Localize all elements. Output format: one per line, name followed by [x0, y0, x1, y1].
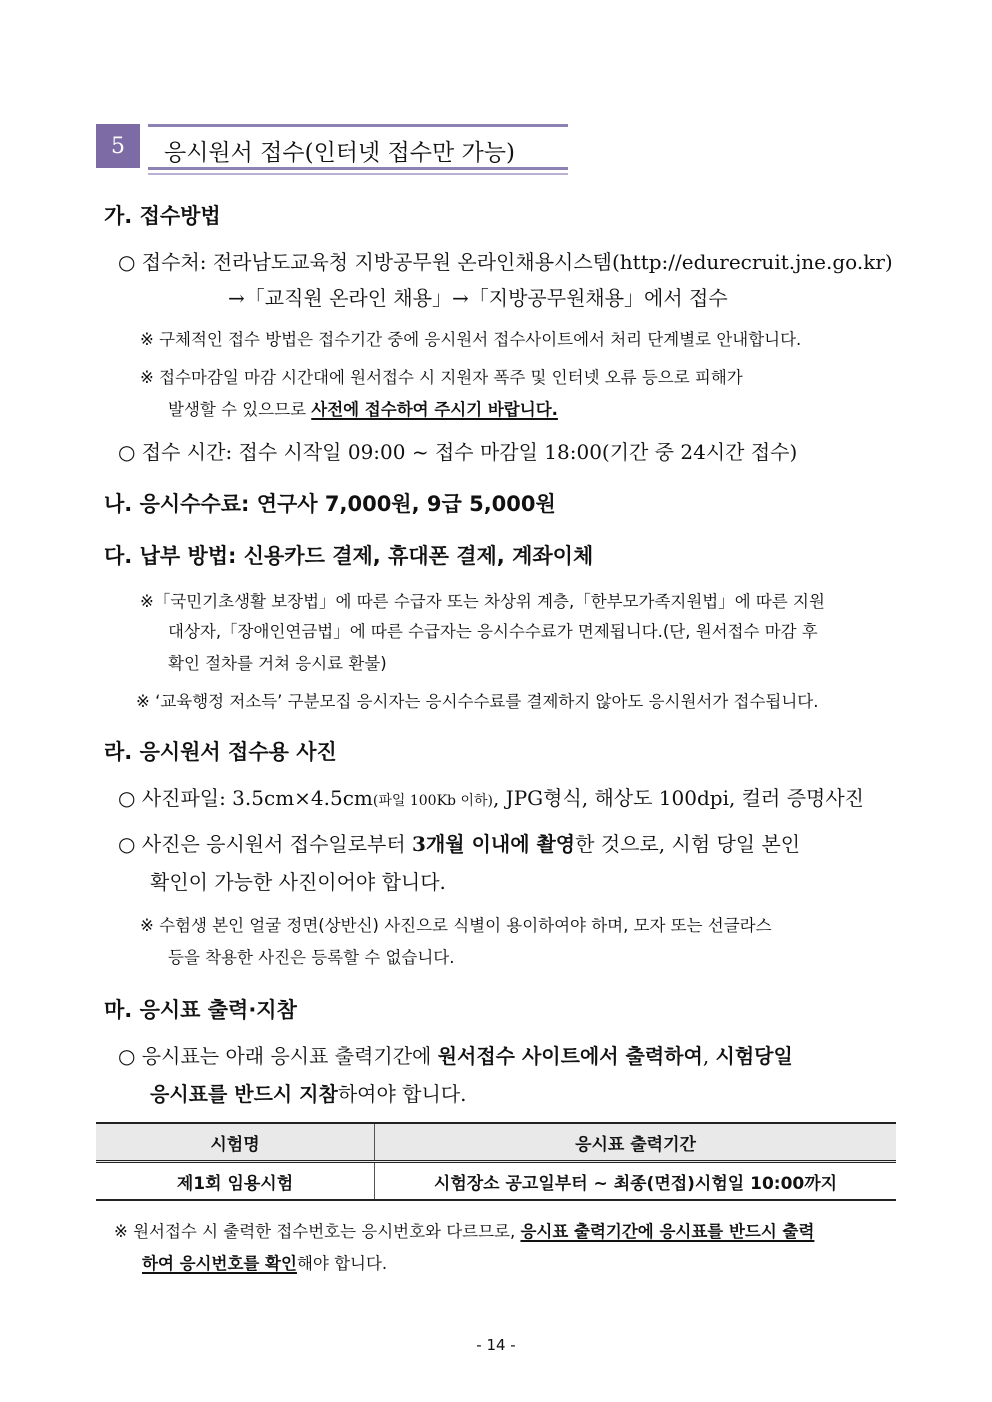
ma-bullet1-line1 [118, 1040, 793, 1069]
section-title-box [148, 124, 568, 170]
ma-bullet1-line2-emphasis: 응시표를 반드시 지참 [150, 1082, 338, 1106]
ga-note1: ※ 구체적인 접수 방법은 접수기간 중에 응시원서 접수사이트에서 처리 단계별로 안내합니다. [140, 330, 802, 349]
heading-na: 나. 응시수수료: 연구사 7,000원, 9급 5,000원 [104, 492, 556, 516]
ra-bullet2-part-a: ○ 사진은 응시원서 접수일로부터 [118, 832, 413, 856]
ma-note-part-a: ※ 원서접수 시 출력한 접수번호는 응시번호와 다르므로, [114, 1222, 521, 1241]
ma-note-line2-emphasis: 하여 응시번호를 확인 [142, 1254, 297, 1273]
table-header-print-period: 응시표 출력기간 [375, 1123, 897, 1162]
ma-bullet1-line2 [150, 1078, 466, 1107]
table-row [96, 1162, 896, 1201]
ma-bullet1-emphasis2: 시험당일 [715, 1044, 793, 1068]
table-header-row [96, 1123, 896, 1162]
ra-bullet2-line1 [118, 828, 800, 857]
ma-bullet1-part-a: ○ 응시표는 아래 응시표 출력기간에 [118, 1044, 438, 1068]
table-cell-print-period: 시험장소 공고일부터 ~ 최종(면접)시험일 10:00까지 [375, 1162, 897, 1201]
ra-bullet1 [118, 782, 864, 811]
ma-bullet1-line2-rest: 하여야 합니다. [337, 1082, 467, 1106]
ra-bullet2-line2: 확인이 가능한 사진이어야 합니다. [150, 870, 446, 894]
ga-bullet1-line2: →「교직원 온라인 채용」→「지방공무원채용」에서 접수 [228, 286, 728, 310]
ma-note-line2 [142, 1250, 387, 1274]
ma-bullet1-comma: , [702, 1044, 716, 1068]
heading-da: 다. 납부 방법: 신용카드 결제, 휴대폰 결제, 계좌이체 [104, 544, 594, 568]
section-title: 응시원서 접수(인터넷 접수만 가능) [164, 140, 515, 166]
ma-note-line1 [114, 1218, 814, 1242]
section-number-badge: 5 [96, 124, 140, 168]
ra-bullet1-small: (파일 100Kb 이하) [372, 793, 493, 809]
heading-ma: 마. 응시표 출력·지참 [104, 998, 297, 1022]
print-period-table [96, 1122, 896, 1201]
ga-note2-line2 [168, 396, 558, 420]
ra-bullet1-part-b: , JPG형식, 해상도 100dpi, 컬러 증명사진 [492, 786, 864, 810]
ma-bullet1-emphasis: 원서접수 사이트에서 출력하여 [437, 1044, 703, 1068]
da-note2: ※ ‘교육행정 저소득’ 구분모집 응시자는 응시수수료를 결제하지 않아도 응시원서가 접수됩니다. [136, 692, 819, 711]
ma-note-line2-rest: 해야 합니다. [296, 1254, 388, 1273]
ra-note-line2: 등을 착용한 사진은 등록할 수 없습니다. [168, 948, 455, 967]
ra-bullet1-part-a: ○ 사진파일: 3.5cm×4.5cm [118, 786, 373, 810]
heading-ga: 가. 접수방법 [104, 204, 221, 228]
ra-bullet2-part-b: 한 것으로, 시험 당일 본인 [575, 832, 801, 856]
da-note1-line1: ※「국민기초생활 보장법」에 따른 수급자 또는 차상위 계층,「한부모가족지원법」에 따른 지원 [140, 592, 825, 611]
ga-note2-emphasis: 사전에 접수하여 주시기 바랍니다. [311, 400, 558, 419]
ra-bullet2-emphasis: 3개월 이내에 촬영 [412, 832, 576, 856]
ga-note2-plain: 발생할 수 있으므로 [168, 400, 312, 419]
ga-note2-line1: ※ 접수마감일 마감 시간대에 원서접수 시 지원자 폭주 및 인터넷 오류 등으로 피해가 [140, 368, 743, 387]
ra-note-line1: ※ 수험생 본인 얼굴 정면(상반신) 사진으로 식별이 용이하여야 하며, 모자 또는 선글라스 [140, 916, 772, 935]
table-cell-exam-name: 제1회 임용시험 [96, 1162, 375, 1201]
page-number: - 14 - [476, 1336, 516, 1354]
ga-bullet2: ○ 접수 시간: 접수 시작일 09:00 ~ 접수 마감일 18:00(기간 중 24시간 접수) [118, 440, 798, 464]
ma-note-emphasis: 응시표 출력기간에 응시표를 반드시 출력 [520, 1222, 815, 1241]
ga-bullet1-line1: ○ 접수처: 전라남도교육청 지방공무원 온라인채용시스템(http://edurecruit.jne.go.kr) [118, 250, 893, 274]
heading-ra: 라. 응시원서 접수용 사진 [104, 740, 337, 764]
da-note1-line2: 대상자,「장애인연금법」에 따른 수급자는 응시수수료가 면제됩니다.(단, 원서접수 마감 후 [168, 622, 818, 641]
table-header-exam-name: 시험명 [96, 1123, 375, 1162]
da-note1-line3: 확인 절차를 거쳐 응시료 환불) [168, 654, 387, 673]
